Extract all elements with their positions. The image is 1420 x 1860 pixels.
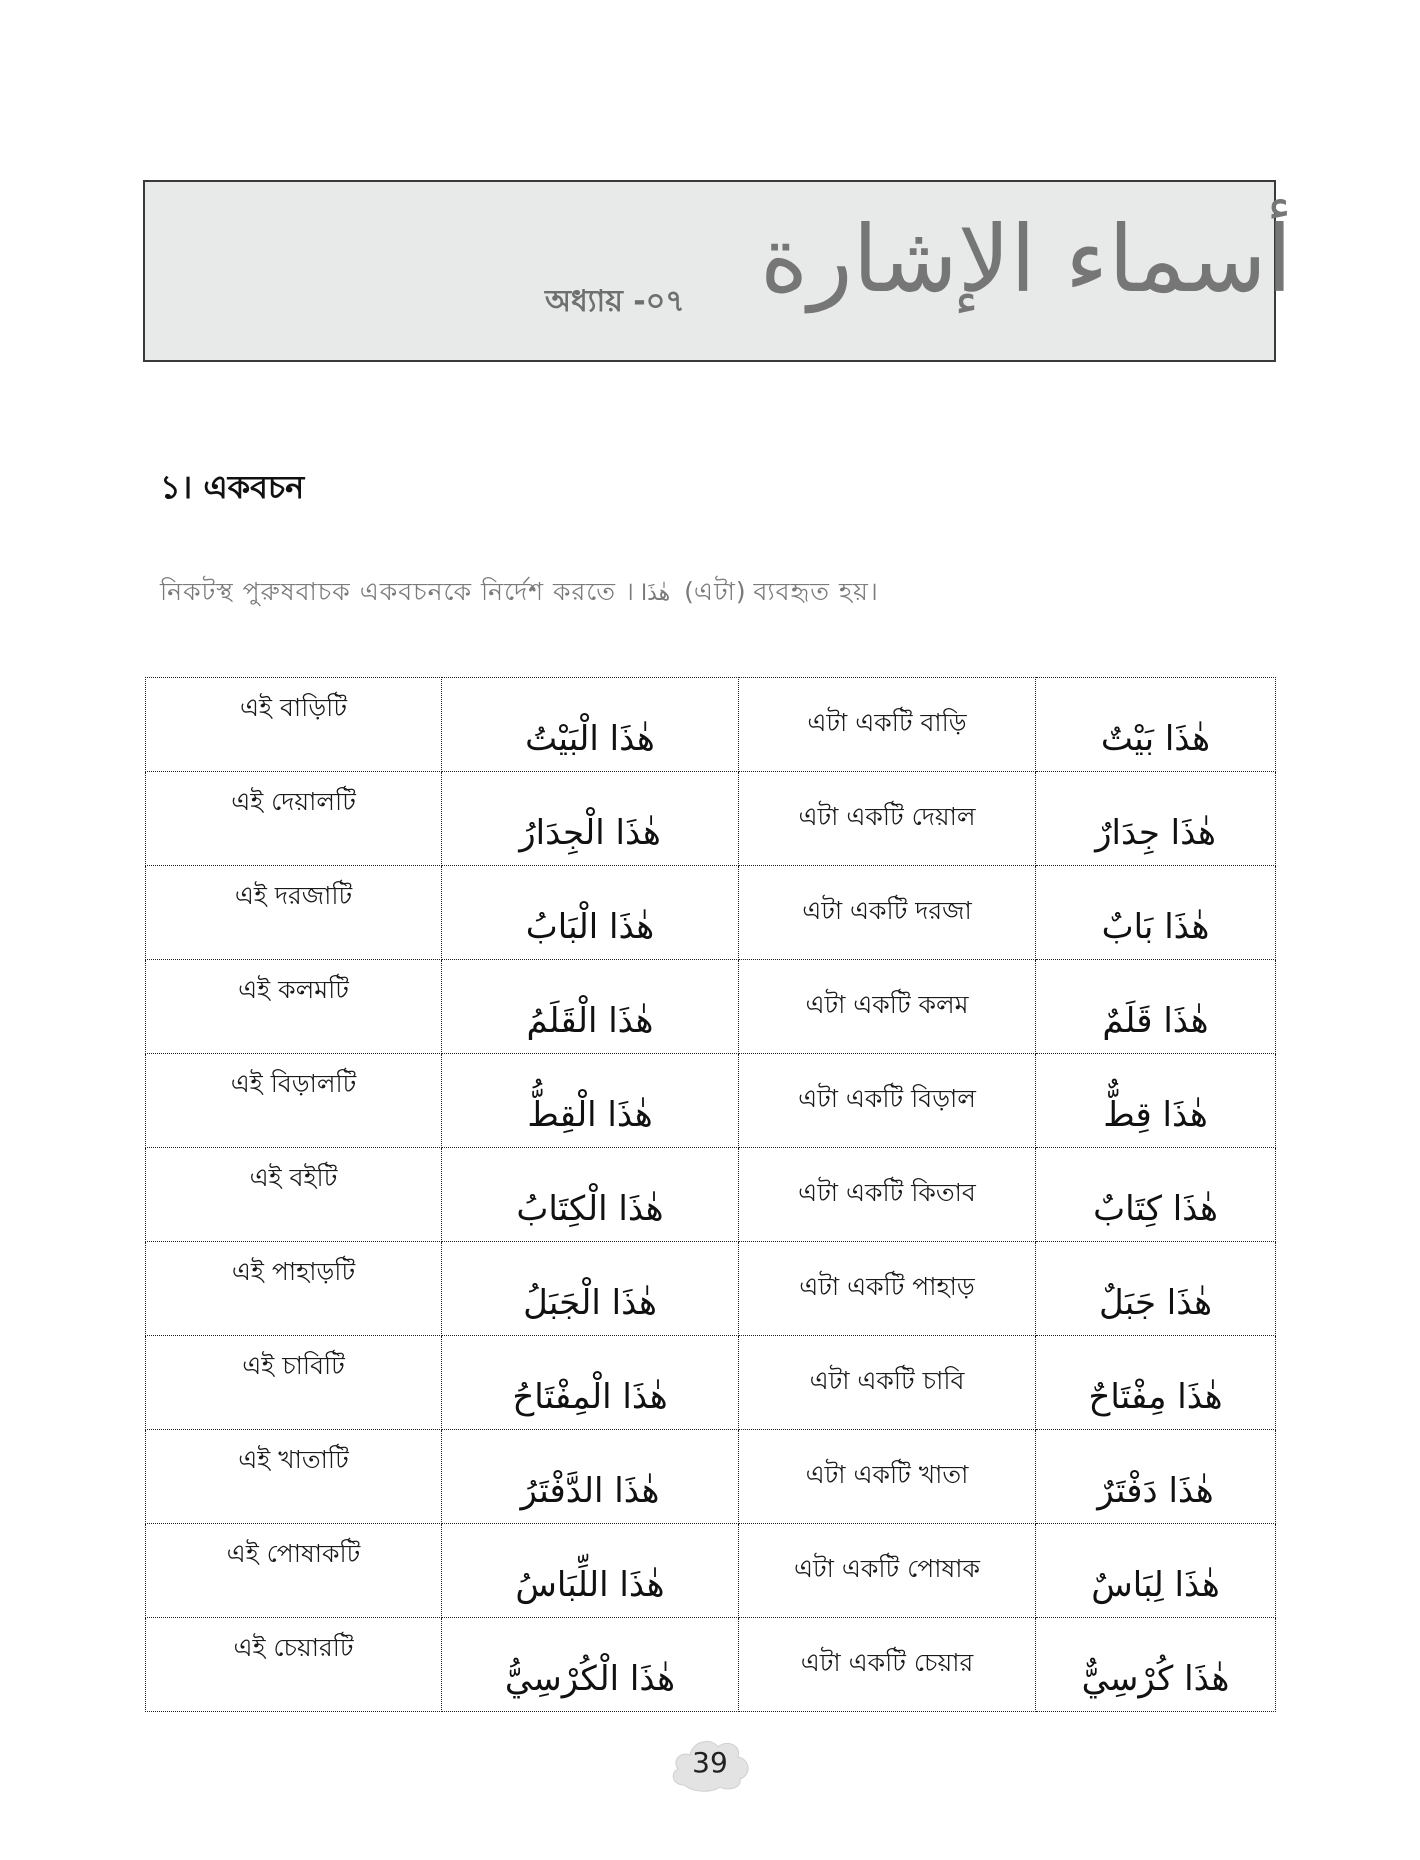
cell-this-bengali: এই কলমটি [146,960,442,1054]
cell-it-bengali: এটা একটি দেয়াল [739,772,1036,866]
cell-it-arabic: هٰذَا بَابٌ [1036,866,1276,960]
cell-this-arabic: هٰذَا الْمِفْتَاحُ [442,1336,739,1430]
cell-it-arabic: هٰذَا دَفْتَرٌ [1036,1430,1276,1524]
table-row [146,1618,1276,1712]
cell-this-arabic: هٰذَا الدَّفْتَرُ [442,1430,739,1524]
cell-this-bengali: এই খাতাটি [146,1430,442,1524]
table-row [146,1524,1276,1618]
cell-it-arabic: هٰذَا كُرْسِيٌّ [1036,1618,1276,1712]
table-row [146,1430,1276,1524]
cell-this-bengali: এই বাড়িটি [146,678,442,772]
vocabulary-table [145,677,1276,1712]
cell-this-bengali: এই বইটি [146,1148,442,1242]
section-heading: ১। একবচন [160,468,305,506]
cell-it-arabic: هٰذَا جَبَلٌ [1036,1242,1276,1336]
table-row [146,1242,1276,1336]
cell-this-arabic: هٰذَا الْجَبَلُ [442,1242,739,1336]
cell-it-bengali: এটা একটি কলম [739,960,1036,1054]
cell-it-bengali: এটা একটি কিতাব [739,1148,1036,1242]
cell-this-bengali: এই পোষাকটি [146,1524,442,1618]
cell-this-bengali: এই দরজাটি [146,866,442,960]
cell-this-arabic: هٰذَا الْقَلَمُ [442,960,739,1054]
cell-it-bengali: এটা একটি পোষাক [739,1524,1036,1618]
cell-it-arabic: هٰذَا بَيْتٌ [1036,678,1276,772]
cell-this-arabic: هٰذَا الْقِطُّ [442,1054,739,1148]
page-number-badge [668,1733,752,1795]
cell-it-bengali: এটা একটি বিড়াল [739,1054,1036,1148]
cell-this-arabic: هٰذَا الْجِدَارُ [442,772,739,866]
cell-it-arabic: هٰذَا لِبَاسٌ [1036,1524,1276,1618]
cell-it-bengali: এটা একটি খাতা [739,1430,1036,1524]
table-row [146,1336,1276,1430]
cell-this-arabic: هٰذَا الْبَيْتُ [442,678,739,772]
cell-it-bengali: এটা একটি চাবি [739,1336,1036,1430]
table-row [146,1148,1276,1242]
cell-it-arabic: هٰذَا قِطٌّ [1036,1054,1276,1148]
intro-text [160,572,879,615]
chapter-title-box [143,180,1293,362]
cell-it-arabic: هٰذَا مِفْتَاحٌ [1036,1336,1276,1430]
intro-arabic-word: هٰذَا [640,581,671,606]
intro-text-after: (এটা) ব্যবহৃত হয়। [684,577,879,606]
cell-this-bengali: এই পাহাড়টি [146,1242,442,1336]
cell-this-arabic: هٰذَا اللِّبَاسُ [442,1524,739,1618]
intro-text-before: নিকটস্থ পুরুষবাচক একবচনকে নির্দেশ করতে । [160,577,635,606]
table-row [146,678,1276,772]
page-number: 39 [692,1746,728,1779]
cell-it-arabic: هٰذَا جِدَارٌ [1036,772,1276,866]
cell-it-bengali: এটা একটি বাড়ি [739,678,1036,772]
cell-this-bengali: এই বিড়ালটি [146,1054,442,1148]
cell-this-bengali: এই চেয়ারটি [146,1618,442,1712]
cell-it-arabic: هٰذَا كِتَابٌ [1036,1148,1276,1242]
chapter-arabic-title: أسماء الإشارة [760,206,1293,313]
table-row [146,866,1276,960]
cell-it-arabic: هٰذَا قَلَمٌ [1036,960,1276,1054]
table-row [146,772,1276,866]
cell-it-bengali: এটা একটি পাহাড় [739,1242,1036,1336]
cell-this-bengali: এই চাবিটি [146,1336,442,1430]
chapter-label: অধ্যায় -০৭ [545,284,685,319]
cell-it-bengali: এটা একটি দরজা [739,866,1036,960]
cell-this-arabic: هٰذَا الْكِتَابُ [442,1148,739,1242]
cell-this-arabic: هٰذَا الْبَابُ [442,866,739,960]
cell-this-arabic: هٰذَا الْكُرْسِيُّ [442,1618,739,1712]
cell-this-bengali: এই দেয়ালটি [146,772,442,866]
table-row [146,1054,1276,1148]
cell-it-bengali: এটা একটি চেয়ার [739,1618,1036,1712]
table-row [146,960,1276,1054]
